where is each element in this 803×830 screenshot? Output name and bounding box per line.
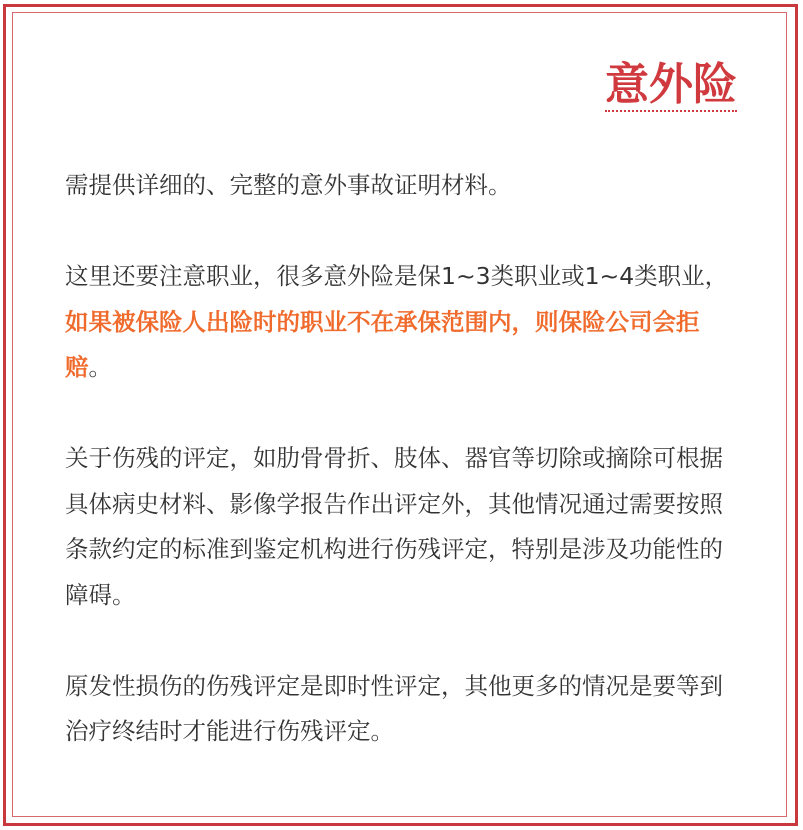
paragraph-evidence [65, 163, 741, 209]
article-body [65, 163, 741, 755]
paragraph-text-end: 。 [88, 353, 112, 381]
paragraph-text: 原发性损伤的伤残评定是即时性评定，其他更多的情况是要等到治疗终结时才能进行伤残评定。 [65, 671, 723, 745]
paragraph-primary-injury [65, 664, 741, 755]
page-title: 意外险 [605, 59, 737, 110]
paragraph-text: 需提供详细的、完整的意外事故证明材料。 [65, 171, 512, 199]
paragraph-text: 这里还要注意职业，很多意外险是保1~3类职业或1~4类职业， [65, 262, 729, 290]
highlighted-warning: 如果被保险人出险时的职业不在承保范围内，则保险公司会拒赔 [65, 307, 700, 381]
title-container [605, 60, 737, 112]
paragraph-text: 关于伤残的评定，如肋骨骨折、肢体、器官等切除或摘除可根据具体病史材料、影像学报告作出评定外，其他情况通过需要按照条款约定的标准到鉴定机构进行伤残评定，特别是涉及功能性的障碍。 [65, 444, 723, 609]
paragraph-disability-assessment [65, 436, 741, 618]
paragraph-occupation [65, 254, 741, 391]
